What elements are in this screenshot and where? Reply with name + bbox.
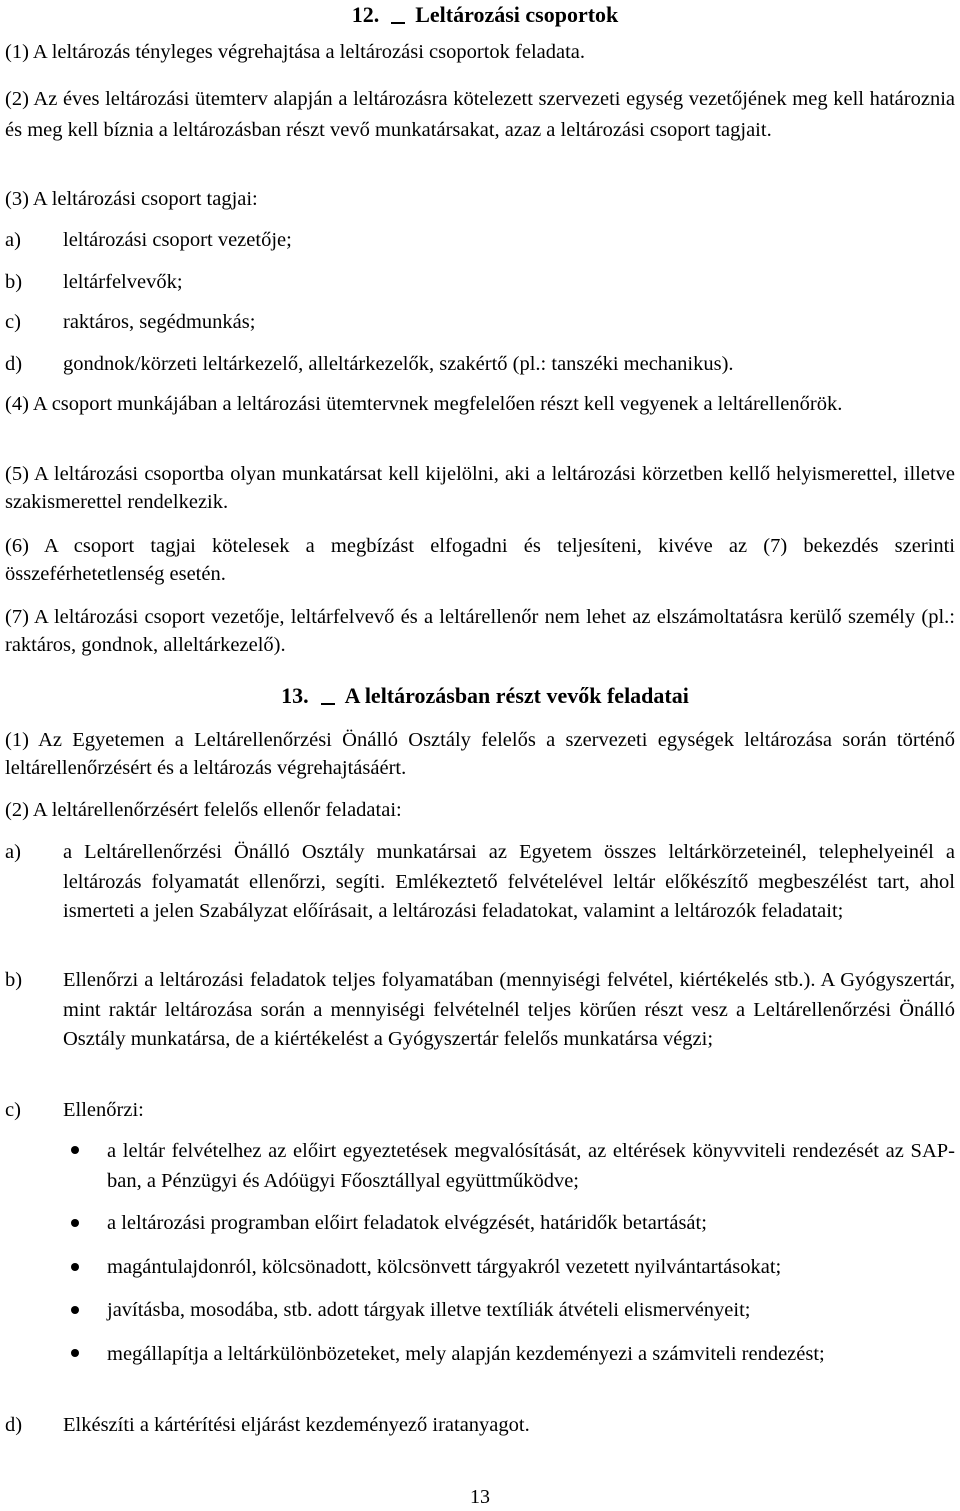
list-label: d) bbox=[5, 353, 23, 375]
bullet-dot-icon bbox=[5, 1253, 107, 1281]
heading-underline-mark bbox=[391, 2, 405, 24]
bullet-item bbox=[5, 1296, 955, 1324]
list-text: raktáros, segédmunkás; bbox=[63, 311, 256, 333]
list-label: a) bbox=[5, 841, 21, 863]
s13-list-item-c bbox=[5, 1096, 955, 1124]
section-12-heading bbox=[5, 0, 960, 30]
section-13-heading bbox=[5, 681, 960, 711]
bullet-text: megállapítja a leltárkülönbözeteket, mely alapján kezdeményezi a számviteli rendezést; bbox=[107, 1343, 825, 1365]
list-text: leltárfelvevők; bbox=[63, 271, 183, 293]
list-text: Ellenőrzi: bbox=[63, 1099, 144, 1121]
list-text: leltározási csoport vezetője; bbox=[63, 229, 292, 251]
list-text: Ellenőrzi a leltározási feladatok teljes folyamatában (mennyiségi felvétel, kiértékelés stb.). A Gyógyszertár, mint raktár leltározása során a mennyiségi felvételnél teljes körűen részt vesz a Leltárellenőrzési Önálló Osztály munkatársa, de a kiértékelést a Gyógyszertár felelős munkatársa végzi; bbox=[63, 969, 955, 1050]
s12-list-item-a bbox=[5, 226, 955, 254]
s13-paragraph-1: (1) Az Egyetemen a Leltárellenőrzési Önálló Osztály felelős a szervezeti egységek leltározása során történő leltárellenőrzésért és a leltározás végrehajtásáért. bbox=[5, 729, 955, 779]
bullet-text: a leltár felvételhez az előirt egyeztetések megvalósítását, az eltérések könyvviteli rendezését az SAP-ban, a Pénzügyi és Adóügyi Főosztállyal együttműködve; bbox=[107, 1140, 955, 1192]
s13-list-item-d bbox=[5, 1411, 955, 1439]
list-label: c) bbox=[5, 311, 21, 333]
bullet-text: a leltározási programban előirt feladatok elvégzését, határidők betartását; bbox=[107, 1212, 707, 1234]
bullet-text: javításba, mosodába, stb. adott tárgyak illetve textíliák átvételi elismervényeit; bbox=[107, 1299, 751, 1321]
s12-paragraph-6: (6) A csoport tagjai kötelesek a megbízást elfogadni és teljesíteni, kivéve az (7) bekezdés szerinti összeférhetetlenség esetén. bbox=[5, 535, 955, 585]
list-label: c) bbox=[5, 1099, 21, 1121]
s13-list-item-b bbox=[5, 966, 955, 1055]
list-label: b) bbox=[5, 969, 23, 991]
s12-list-item-c bbox=[5, 308, 955, 336]
bullet-dot-icon bbox=[5, 1339, 107, 1369]
page-number: 13 bbox=[470, 1486, 490, 1508]
section-13-title: A leltározásban részt vevők feladatai bbox=[344, 683, 689, 708]
list-label: a) bbox=[5, 229, 21, 251]
bullet-item bbox=[5, 1209, 955, 1237]
s12-paragraph-5: (5) A leltározási csoportba olyan munkatársat kell kijelölni, aki a leltározási körzetben kellő helyismerettel, illetve szakismerettel rendelkezik. bbox=[5, 463, 955, 513]
bullet-dot-icon bbox=[5, 1296, 107, 1324]
bullet-dot-icon bbox=[5, 1136, 107, 1196]
s13-paragraph-2: (2) A leltárellenőrzésért felelős ellenőr feladatai: bbox=[5, 799, 402, 821]
list-label: b) bbox=[5, 271, 23, 293]
s12-list-item-d bbox=[5, 350, 955, 378]
bullet-item bbox=[5, 1253, 955, 1281]
section-13-number: 13. bbox=[281, 683, 309, 708]
list-label: d) bbox=[5, 1414, 23, 1436]
s12-paragraph-2: (2) Az éves leltározási ütemterv alapján a leltározásra kötelezett szervezeti egység vezetőjének meg kell határoznia és meg kell bíznia a leltározásban részt vevő munkatársakat, azaz a leltározási csoport tagjait. bbox=[5, 88, 955, 141]
list-text: Elkészíti a kártérítési eljárást kezdeményező iratanyagot. bbox=[63, 1414, 530, 1436]
s12-paragraph-3: (3) A leltározási csoport tagjai: bbox=[5, 188, 258, 210]
s13-list-item-a bbox=[5, 838, 955, 927]
bullet-item bbox=[5, 1339, 955, 1369]
section-12-number: 12. bbox=[351, 2, 380, 27]
bullet-item bbox=[5, 1136, 955, 1196]
bullet-text: magántulajdonról, kölcsönadott, kölcsönvett tárgyakról vezetett nyilvántartásokat; bbox=[107, 1256, 782, 1278]
s12-list-item-b bbox=[5, 268, 955, 296]
s12-paragraph-7: (7) A leltározási csoport vezetője, leltárfelvevő és a leltárellenőr nem lehet az elszámoltatásra kerülő személy (pl.: raktáros, gondnok, alleltárkezelő). bbox=[5, 606, 955, 656]
bullet-dot-icon bbox=[5, 1209, 107, 1237]
s12-paragraph-4: (4) A csoport munkájában a leltározási ütemtervnek megfelelően részt kell vegyenek a leltárellenőrök. bbox=[5, 393, 843, 415]
list-text: a Leltárellenőrzési Önálló Osztály munkatársai az Egyetem összes leltárkörzeteinél, telephelyeinél a leltározás folyamatát ellenőrzi, segíti. Emlékeztető felvételével leltár előkészítő megbeszélést tart, ahol ismerteti a jelen Szabályzat előírásait, a leltározási feladatokat, valamint a leltározók feladatait; bbox=[63, 841, 955, 922]
s12-paragraph-1: (1) A leltározás tényleges végrehajtása a leltározási csoportok feladata. bbox=[5, 41, 586, 63]
list-text: gondnok/körzeti leltárkezelő, alleltárkezelők, szakértő (pl.: tanszéki mechanikus). bbox=[63, 353, 734, 375]
section-12-title: Leltározási csoportok bbox=[415, 2, 619, 27]
heading-underline-mark bbox=[321, 683, 335, 705]
